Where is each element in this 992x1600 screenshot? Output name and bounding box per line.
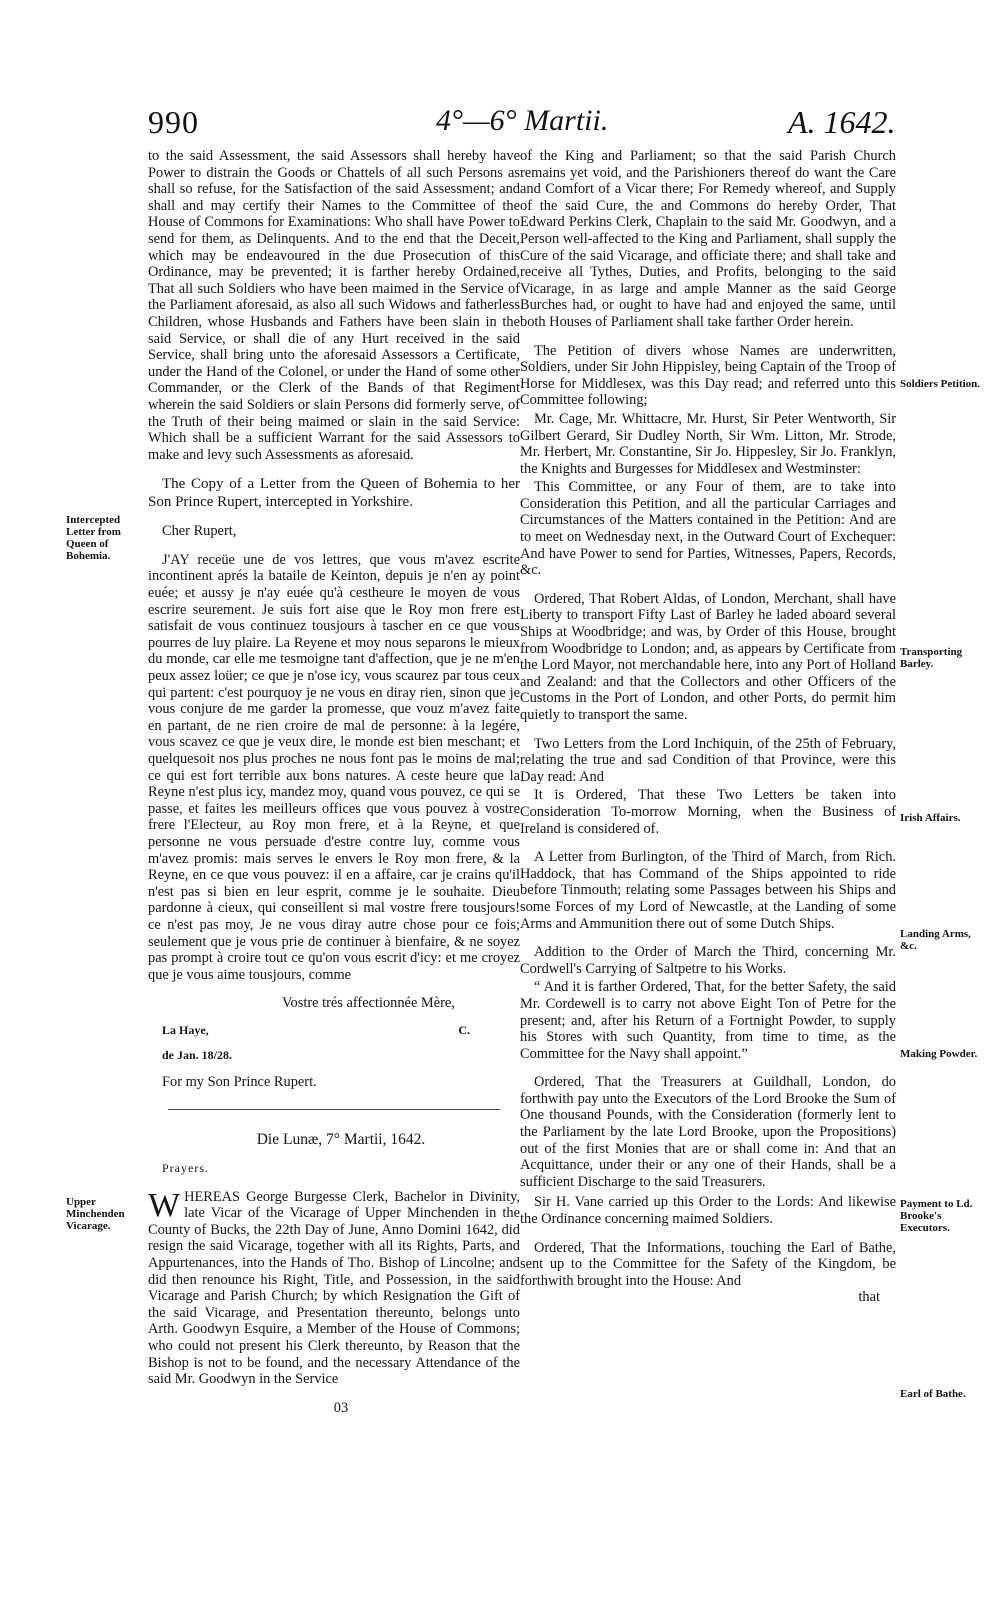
margin-note-upper-minchenden: Upper Minchenden Vicarage.	[66, 1196, 125, 1232]
drop-cap: W	[148, 1186, 181, 1224]
letter-salutation: Cher Rupert,	[162, 523, 237, 540]
margin-note-landing-arms: Landing Arms, &c.	[900, 928, 971, 952]
running-head-year: A. 1642.	[788, 104, 896, 140]
paragraph-irish-order: It is Ordered, That these Two Letters be taken into Consideration To-morrow Morning, when the Business of Ireland is considered of.	[520, 787, 896, 837]
letter-title: The Copy of a Letter from the Queen of Bohemia to her Son Prince Rupert, intercepted in Yorkshire.	[148, 476, 520, 511]
paragraph-committee-powers: This Committee, or any Four of them, are to take into Consideration this Petition, and all the particular Carriages and Circumstances of the Matters contained in the Petition: And are to meet on Wednesday next, in the Outward Court of Exchequer: And have Power to send for Parties, Witnesses, Papers, Records, &c.	[520, 479, 896, 579]
letter-signature: Vostre trés affectionnée Mère,	[282, 995, 455, 1012]
paragraph-assessment-continuation: to the said Assessment, the said Assessors shall hereby have Power to distrain the Goods or Chattels of all such Persons as shall so refuse, for the Satisfaction of the said Assessment; and shall and may certify their Names to the Committee of the House of Commons for Examinations: Who shall have Power to send for them, as Delinquents. And to the end that the Deceit, which may be endeavoured in the due Prosecution of this Ordinance, may be prevented; it is farther hereby Ordained, That all such Soldiers who have been maimed in the Service of the Parliament aforesaid, as also all such Widows and fatherless Children, whose Husbands and Fathers have been slain in the said Service, or shall die of any Hurt received in the said Service, shall bring unto the aforesaid Assessors a Certificate, under the Hand of the Colonel, or under the Hand of some other Commander, or the Clerk of the Bands of that Regiment wherein the said Soldiers or slain Persons did formerly serve, of the Truth of their being maimed or slain in the said Service: Which shall be a sufficient Warrant for the said Assessors to make and levy such Assessments as aforesaid.	[148, 148, 520, 463]
page-number: 990	[148, 104, 199, 140]
margin-note-soldiers-petition: Soldiers Petition.	[900, 378, 981, 390]
letter-address: For my Son Prince Rupert.	[162, 1073, 317, 1090]
margin-note-intercepted-letter: Intercepted Letter from Queen of Bohemia.	[66, 514, 121, 562]
paragraph-earl-of-bathe: Ordered, That the Informations, touching the Earl of Bathe, sent up to the Committee for the Safety of the Kingdom, be forthwith brought into the House: And	[520, 1239, 896, 1289]
paragraph-making-powder: Addition to the Order of March the Third, concerning Mr. Cordwell's Carrying of Saltpetre to his Works.	[520, 944, 896, 977]
letter-place	[148, 1024, 520, 1037]
paragraph-landing-arms: A Letter from Burlington, of the Third of March, from Rich. Haddock, that has Command of the Ships appointed to ride before Tinmouth; relating some Passages between his Ships and some Forces of my Lord of Newcastle, at the Landing of some Arms and Ammunition there out of some Dutch Ships.	[520, 849, 896, 932]
running-head-dates: 4°—6° Martii.	[436, 104, 609, 137]
day-heading: Die Lunæ, 7° Martii, 1642.	[256, 1130, 426, 1148]
paragraph-vicarage-continuation: of the King and Parliament; so that the said Parish Church remains yet void, and the Parishioners thereof do want the Care and Comfort of a Vicar there; For Remedy whereof, and Supply of the said Cure, the and Commons do hereby Order, That Edward Perkins Clerk, Chaplain to the said Mr. Goodwyn, and a Person well-affected to the King and Parliament, shall supply the Cure of the said Vicarage, and officiate there; and shall take and receive all Tythes, Duties, and Profits, belonging to the said Vicarage, in as large and ample Manner as the said George Burches had, or ought to have had and enjoyed the same, until both Houses of Parliament shall take farther Order herein.	[520, 148, 896, 330]
margin-note-making-powder: Making Powder.	[900, 1048, 978, 1060]
letter-mark: C.	[458, 1022, 470, 1037]
margin-note-transporting-barley: Transporting Barley.	[900, 646, 963, 670]
paragraph-transporting-barley: Ordered, That Robert Aldas, of London, Merchant, shall have Liberty to transport Fifty Last of Barley he laded aboard several Ships at Woodbridge; and was, by Order of this House, brought from Woodbridge to London; and, as appears by Certificate from the Lord Mayor, not merchandable here, into any Port of Holland and Zealand: and that the Collectors and other Officers of the Customs in the Port of London, and other Ports, do permit him quietly to transport the same.	[520, 590, 896, 723]
letter-body: J'AY receüe une de vos lettres, que vous m'avez escrite incontinent aprés la bataile de Keinton, depuis je n'en ay point euée; et aussy je n'ay euée qu'à cestheure le moyen de vous escrire seurement. Je suis fort aise que le Roy mon frere est satisfait de vous continuez tousjours à tascher en ce que vous pourres de luy plaire. La Reyene et moy nous separons le mieux du monde, car elle me tesmoigne tant d'affection, que je ne m'en peux assez loüer; ce que je n'ose icy, vous scaurez par tous ceux qui partent: c'est pourquoy je ne vous en diray rien, sinon que je vous conjure de me garder la promesse, que vouz m'avez faite en partant, de ne rien croire de mal de personne: à la legére, vous scavez ce que je veux dire, le monde est bien meschant; et quelquesoit nos plus proches ne nous font pas le moins de mal; ce qui est fort terrible aux bons natures. A ceste heure que la Reyne n'est plus icy, mandez moy, quand vous pouvez, ce qui se passe, et faites les meilleurs offices que vous pouvez à vostre frere l'Electeur, au Roy mon frere, et à la Reyne, et que personne ne vous persuade d'estre contre luy, comme vous m'avez promis: mais serves le envers le Roy mon frere, & la Reyne, en ce que vous pouvez: il en a affaire, car je crains qu'il n'est pas si bien en leur esprit, comme je le souhaite. Dieu pardonne à cieux, qui conseillent si mal vostre frere tousjours! ce n'est pas moy, Je ne vous diray autre chose pour ce fois; seulement que je vous prie de continuer à bienfaire, & ne soyez pas prompt à croire tout ce qu'on vous escrit d'icy: et me croyez que je vous aime tousjours, comme	[148, 551, 520, 983]
paragraph-vicarage-text: HEREAS George Burgesse Clerk, Bachelor in Divinity, late Vicar of the Vicarage of Upper Minchenden in the County of Bucks, the 22th Day of June, Anno Domini 1642, did resign the said Vicarage, together with all its Rights, Parts, and Appurtenances, into the Hands of Tho. Bishop of Lincolne; and did then renounce his Right, Title, and Possession, in the said Vicarage and Parish Church; by which Resignation the Gift of the said Vicarage, and Presentation thereunto, belongs unto Arth. Goodwyn Esquire, a Member of the House of Commons; who could not present his Clerk thereunto, by Reason that the Bishop is not to be found, and the necessary Attendance of the said Mr. Goodwyn in the Service	[148, 1188, 520, 1388]
letter-place-name: La Haye,	[162, 1022, 209, 1037]
section-divider	[168, 1109, 500, 1110]
paragraph-committee-members: Mr. Cage, Mr. Whittacre, Mr. Hurst, Sir Peter Wentworth, Sir Gilbert Gerard, Sir Dudley North, Sir Wm. Litton, Mr. Strode, Mr. Herbert, Mr. Constantine, Sir Jo. Hippesley, Sir Jo. Franklyn, the Knights and Burgesses for Middlesex and Westminster:	[520, 410, 896, 477]
letter-place-date: de Jan. 18/28.	[162, 1047, 233, 1062]
signature-mark: 03	[333, 1399, 349, 1416]
right-column	[520, 148, 896, 1318]
paragraph-payment-brooke: Ordered, That the Treasurers at Guildhall, London, do forthwith pay unto the Executors of the Lord Brooke the Sum of One thousand Pounds, with the Consideration (formerly lent to the Parliament by the late Lord Brooke, upon the Propositions) out of the first Monies that are or shall come in: And that an Acquittance, under their or any one of their Hands, shall be a sufficient Discharge to the said Treasurers.	[520, 1074, 896, 1190]
paragraph-vane: Sir H. Vane carried up this Order to the Lords: And likewise the Ordinance concerning maimed Soldiers.	[520, 1194, 896, 1228]
margin-note-earl-of-bathe: Earl of Bathe.	[900, 1388, 966, 1400]
paragraph-irish-letters: Two Letters from the Lord Inchiquin, of the 25th of February, relating the true and sad Condition of that Province, were this Day read: And	[520, 735, 896, 785]
paragraph-powder-order: “ And it is farther Ordered, That, for the better Safety, the said Mr. Cordewell is to carry not above Eight Ton of Petre for the present; and, after his Return of a Fortnight Powder, to supply his Stores with such Quantity, from time to time, as the Committee for the Navy shall appoint.”	[520, 979, 896, 1062]
margin-note-payment-brooke: Payment to Ld. Brooke's Executors.	[900, 1198, 973, 1234]
prayers-heading: Prayers.	[162, 1161, 209, 1176]
left-column	[148, 148, 520, 1428]
catchword: that	[858, 1289, 880, 1306]
margin-note-irish-affairs: Irish Affairs.	[900, 812, 961, 824]
paragraph-soldiers-petition: The Petition of divers whose Names are underwritten, Soldiers, under Sir John Hippisley, being Captain of the Troop of Horse for Middlesex, was this Day read; and referred unto this Committee following;	[520, 342, 896, 409]
paragraph-vicarage	[148, 1186, 520, 1388]
